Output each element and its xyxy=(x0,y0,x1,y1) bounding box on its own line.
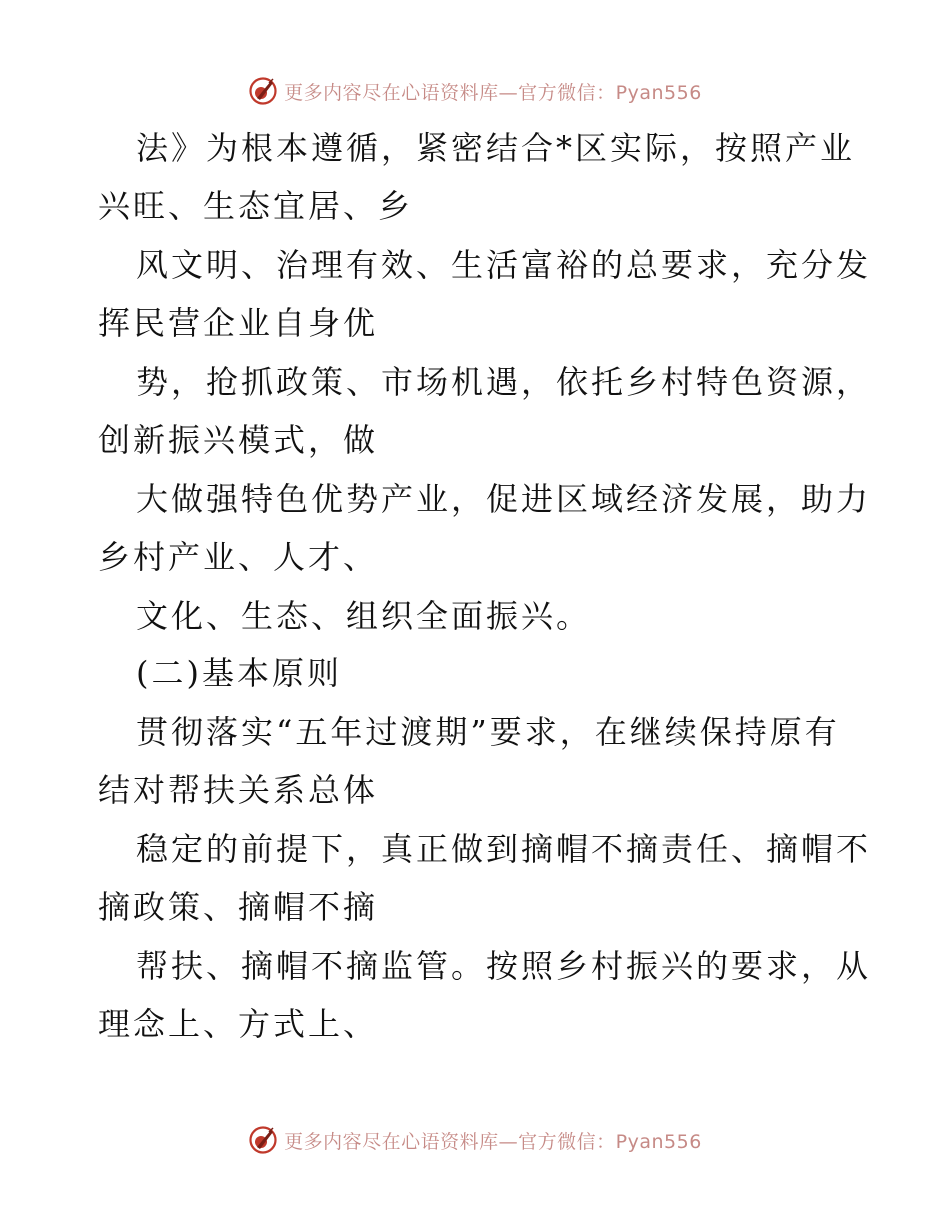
text-line: 稳定的前提下，真正做到摘帽不摘责任、摘帽不 xyxy=(136,830,872,868)
text-line: 兴旺、生态宜居、乡 xyxy=(98,187,414,225)
text-line: 理念上、方式上、 xyxy=(98,1005,379,1043)
text-line: 挥民营企业自身优 xyxy=(98,304,379,342)
header-watermark xyxy=(0,71,950,111)
text-line: 摘政策、摘帽不摘 xyxy=(98,888,379,926)
text-line: 法》为根本遵循，紧密结合*区实际，按照产业 xyxy=(136,129,856,167)
text-line: 大做强特色优势产业，促进区域经济发展，助力 xyxy=(136,480,872,518)
text-line: 结对帮扶关系总体 xyxy=(98,771,379,809)
text-line: 风文明、治理有效、生活富裕的总要求，充分发 xyxy=(136,246,872,284)
text-line: 势，抢抓政策、市场机遇，依托乡村特色资源， xyxy=(136,363,872,401)
footer-watermark xyxy=(0,1120,950,1160)
text-line: 帮扶、摘帽不摘监管。按照乡村振兴的要求，从 xyxy=(136,947,872,985)
quill-logo-icon xyxy=(248,76,278,106)
watermark-text: 更多内容尽在心语资料库—官方微信：Pyan556 xyxy=(284,81,702,104)
text-line: 贯彻落实“五年过渡期”要求，在继续保持原有 xyxy=(136,713,840,751)
text-line: 文化、生态、组织全面振兴。 xyxy=(136,597,592,635)
watermark-text: 更多内容尽在心语资料库—官方微信：Pyan556 xyxy=(284,1130,702,1153)
section-heading: (二)基本原则 xyxy=(136,654,342,692)
text-line: 创新振兴模式，做 xyxy=(98,421,379,459)
quill-logo-icon xyxy=(248,1125,278,1155)
text-line: 乡村产业、人才、 xyxy=(98,538,379,576)
